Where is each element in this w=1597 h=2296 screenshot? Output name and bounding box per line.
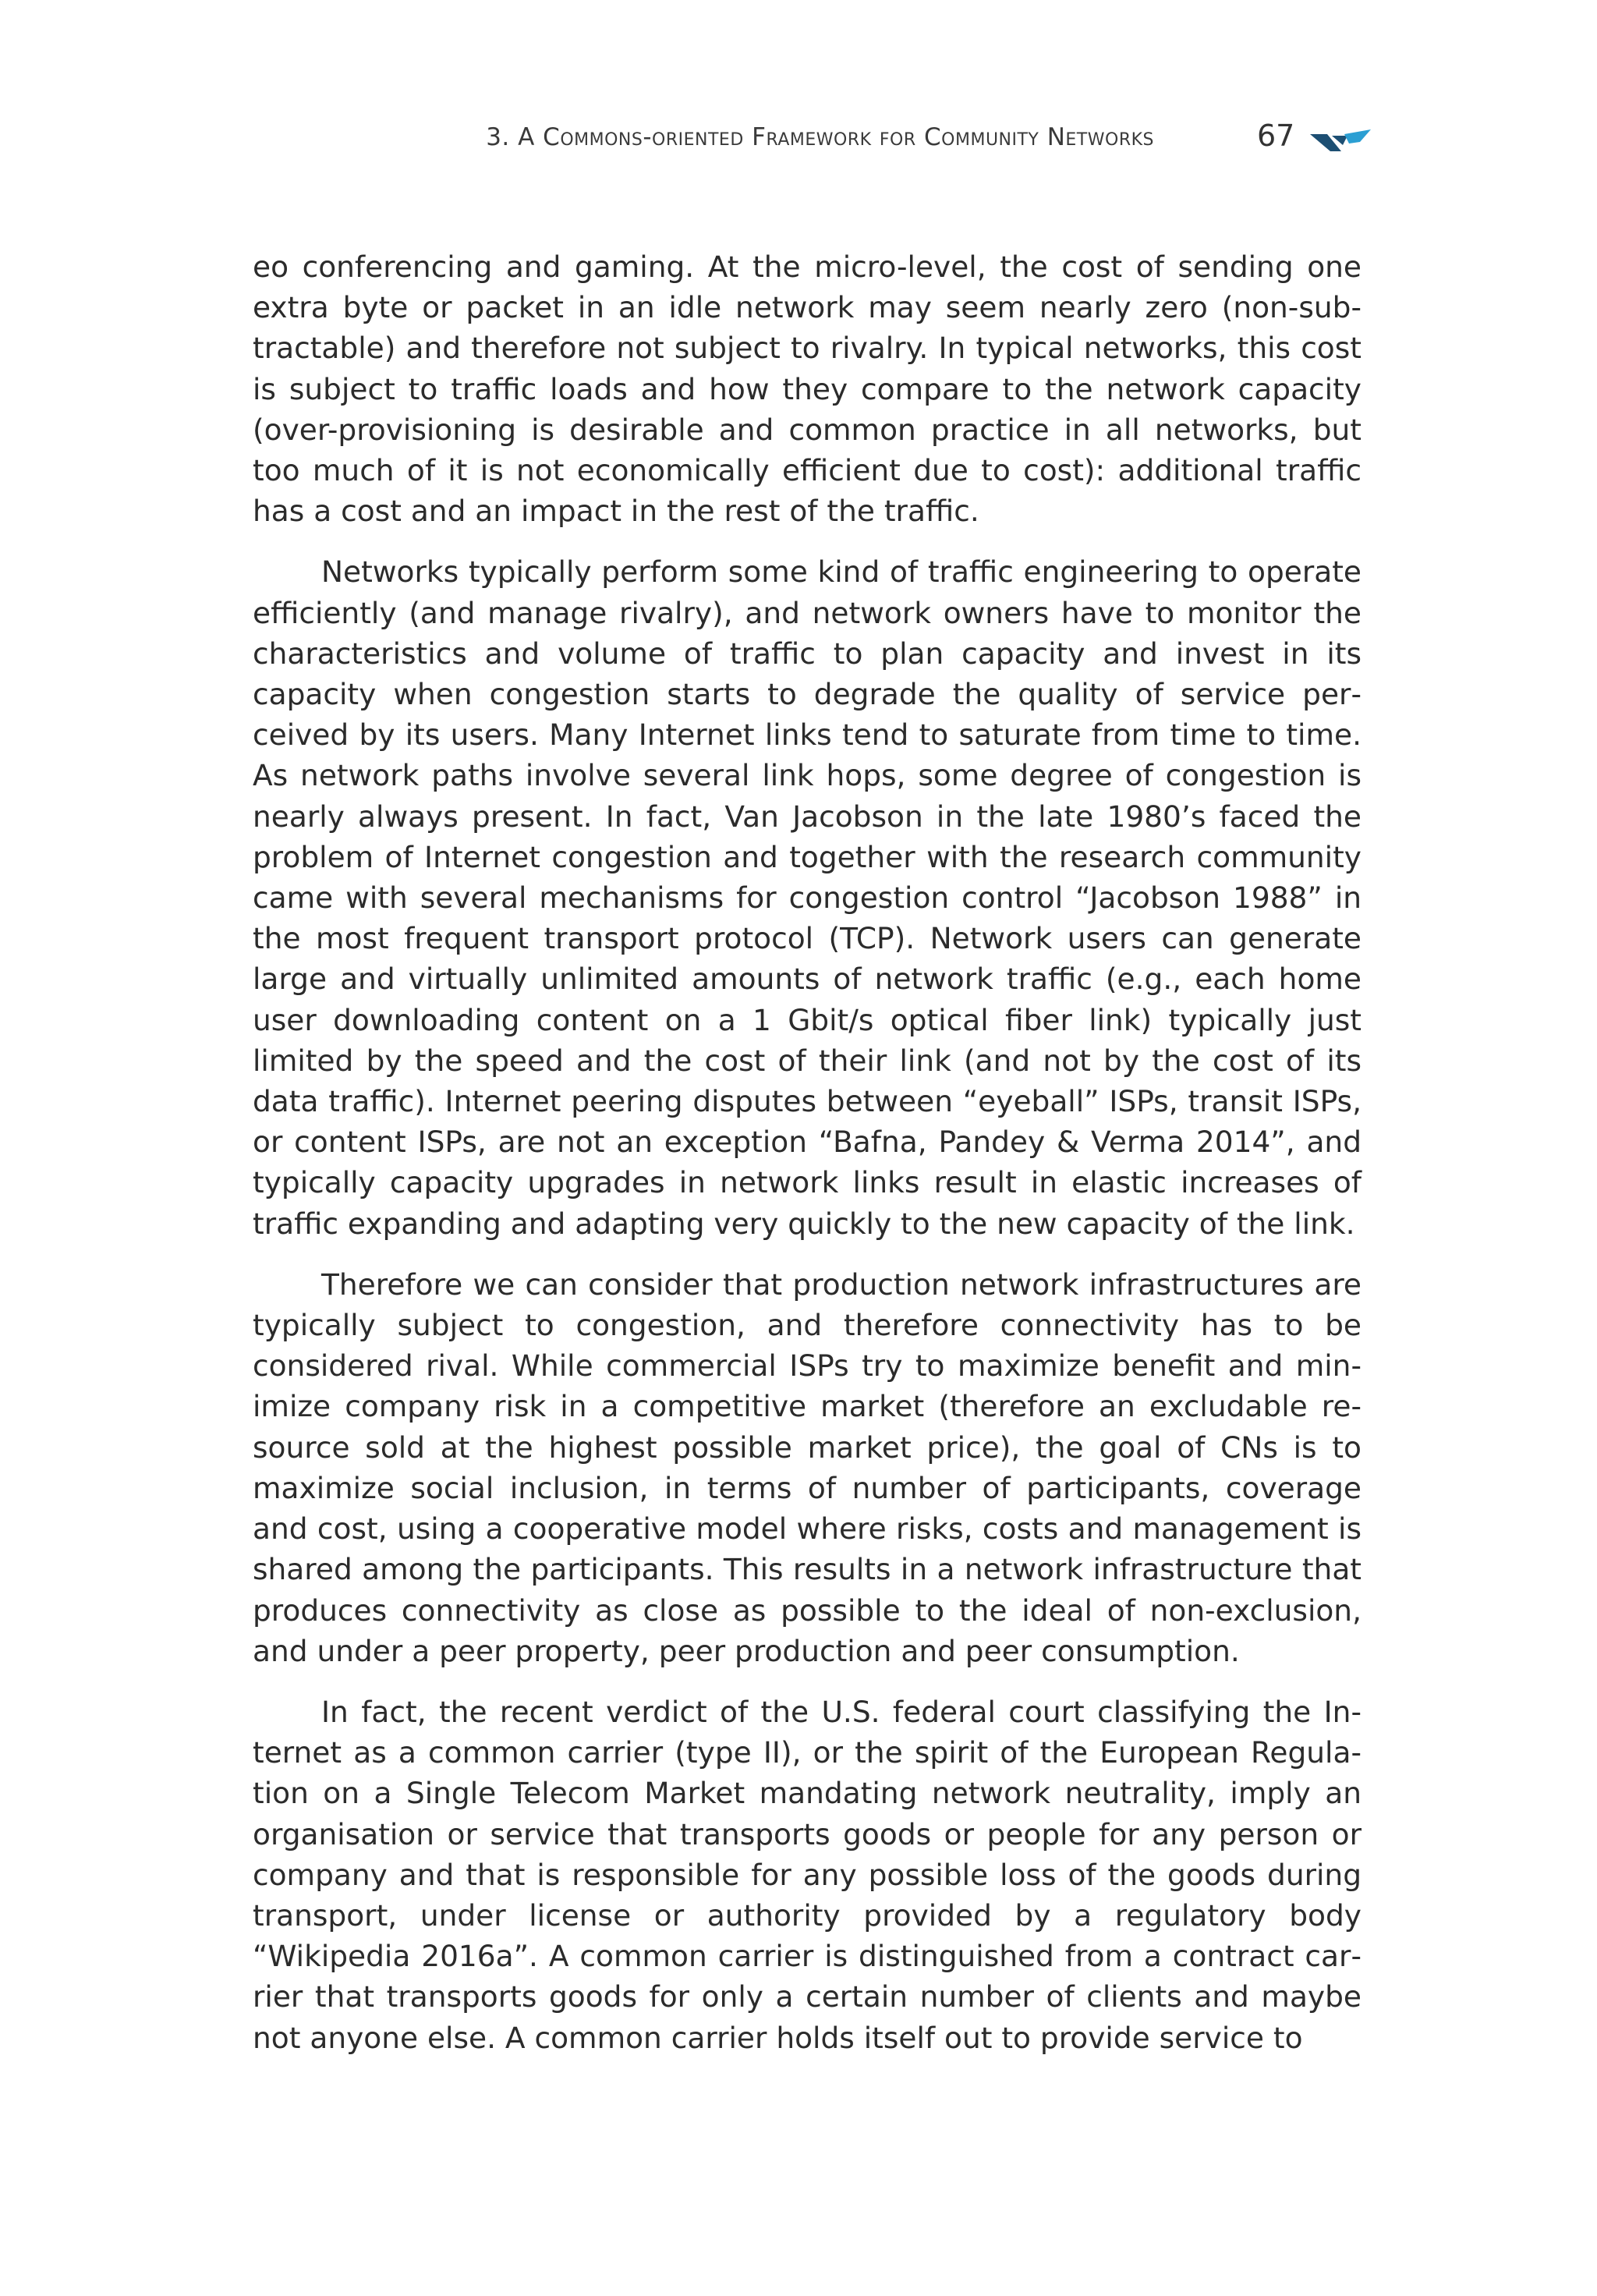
paragraph-3: Therefore we can consider that production network infrastructures are typically subject to congestion, and therefore connectivity has to be considered rival. While commercial ISPs try to maximize benefit and minimize company risk in a competitive market (therefore an excludable resource sold at the highest possible market price), the goal of CNs is to maximize social inclusion, in terms of number of participants, coverage and cost, using a cooperative model where risks, costs and management is shared among the participants. This results in a network infrastructure that produces connectivity as close as possible to the ideal of non-exclusion, and under a peer property, peer production and peer consumption. [253,1267,1362,1668]
paragraph-2: Networks typically perform some kind of traffic engineering to operate efficiently (and manage rivalry), and network owners have to monitor the characteristics and volume of traffic to plan capacity and invest in its capacity when congestion starts to degrade the quality of service perceived by its users. Many Internet links tend to saturate from time to time. As network paths involve several link hops, some degree of congestion is nearly always present. In fact, Van Jacobson in the late 1980’s faced the problem of Internet congestion and together with the research community came with several mechanisms for congestion control “Jacobson 1988” in the most frequent transport protocol (TCP). Network users can generate large and virtually unlimited amounts of network traffic (e.g., each home user downloading content on a 1 Gbit/s optical fiber link) typically just limited by the speed and the cost of their link (and not by the cost of its data traffic). Internet peering disputes between “eyeball” ISPs, transit ISPs, or content ISPs, are not an exception “Bafna, Pandey & Verma 2014”, and typically capacity upgrades in network links result in elastic increases of traffic expanding and adapting very quickly to the new capacity of the link. [253,555,1362,1241]
page-number: 67 [1257,119,1295,153]
paragraph-4: In fact, the recent verdict of the U.S. federal court classifying the Internet as a common carrier (type II), or the spirit of the European Regulation on a Single Telecom Market mandating network neutrality, imply an organisation or service that transports goods or people for any person or company and that is responsible for any possible loss of the goods during transport, under license or authority provided by a regulatory body “Wikipedia 2016a”. A common carrier is distinguished from a contract carrier that transports goods for only a certain number of clients and maybe not anyone else. A common carrier holds itself out to provide service to [253,1694,1362,2055]
publisher-logo-icon [1308,126,1372,154]
body-text [253,246,1362,2078]
paragraph-1: eo conferencing and gaming. At the micro-level, the cost of sending one extra byte or packet in an idle network may seem nearly zero (non-subtractable) and therefore not subject to rivalry. In typical networks, this cost is subject to traffic loads and how they compare to the network capacity (over-provisioning is desirable and common practice in all networks, but too much of it is not economically efficient due to cost): additional traffic has a cost and an impact in the rest of the traffic. [253,250,1362,529]
running-head-title: 3. A Commons-oriented Framework for Community Networks [486,123,1154,151]
